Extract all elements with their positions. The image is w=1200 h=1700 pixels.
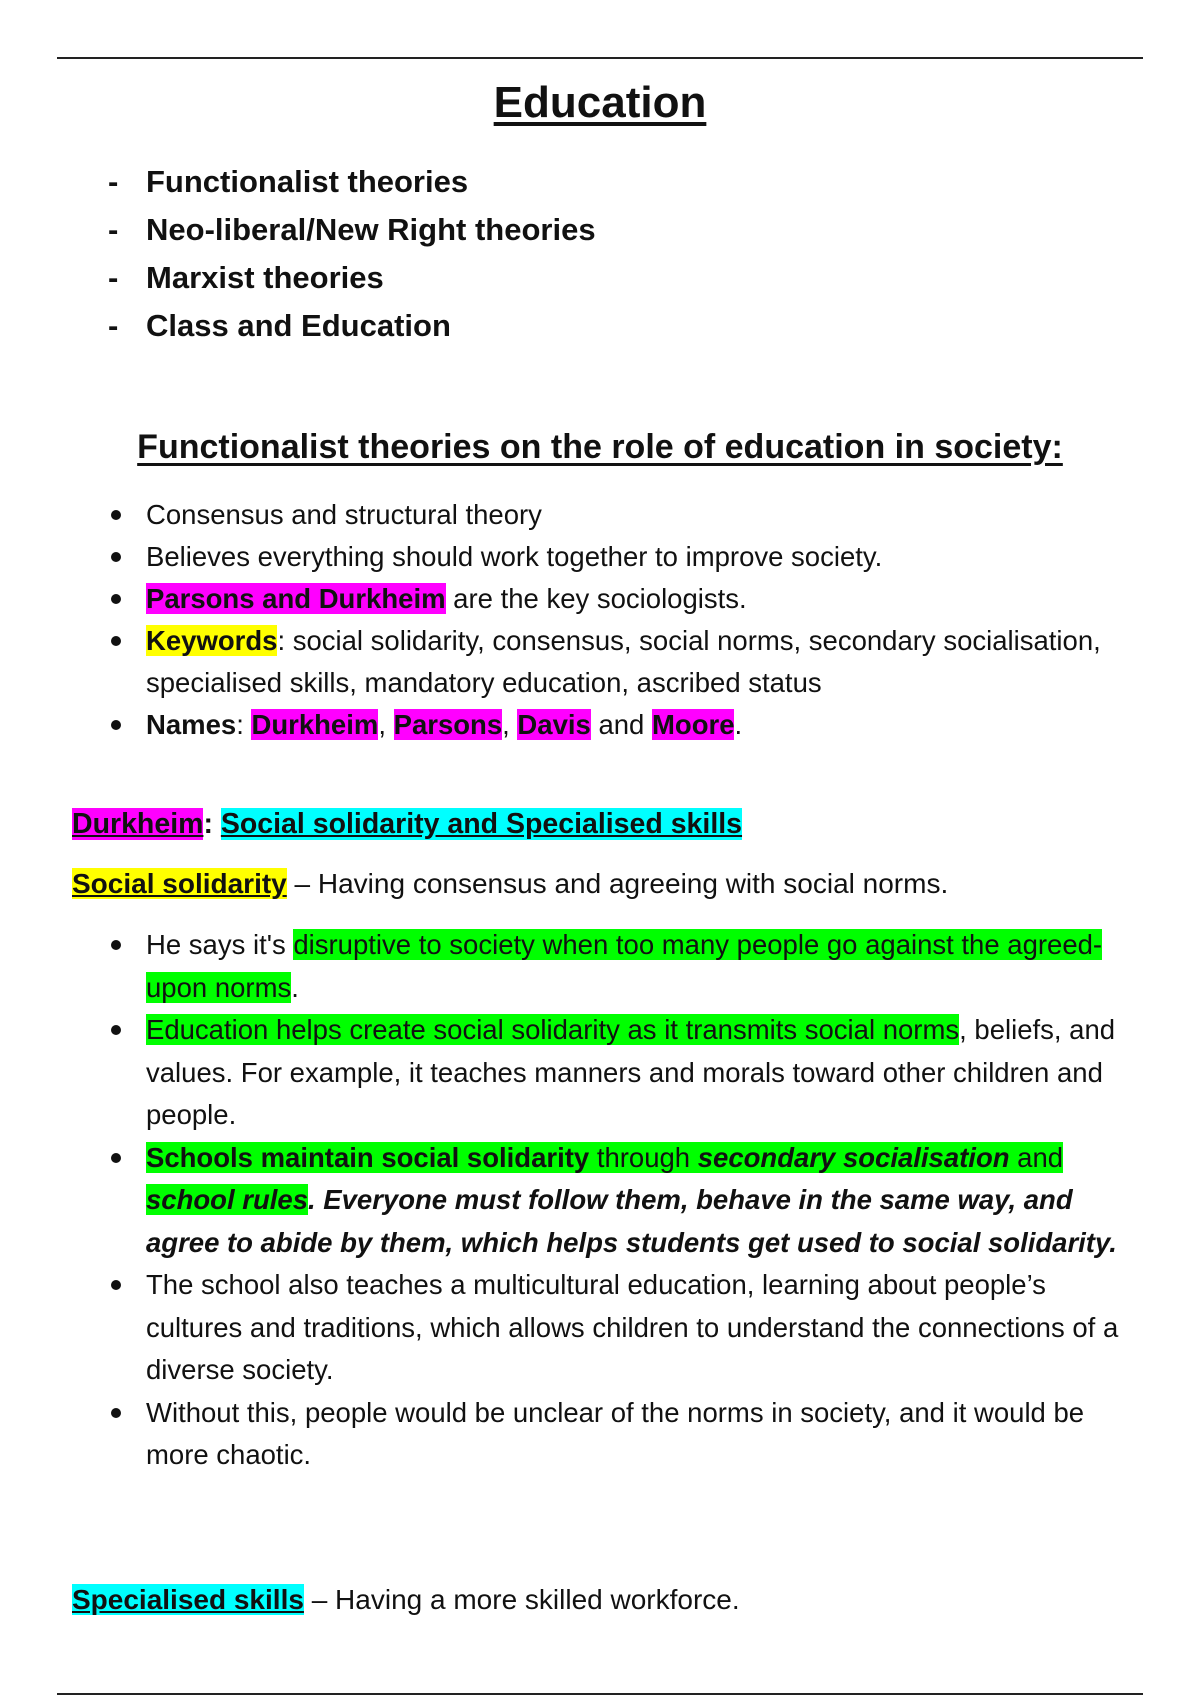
topic-label: Class and Education xyxy=(146,308,451,343)
specialised-skills-definition xyxy=(72,1584,740,1616)
term-social-solidarity: Social solidarity xyxy=(72,868,287,899)
dash-marker: - xyxy=(108,212,119,247)
emphasis-text: . Everyone must follow them, behave in the same way, and agree to abide by them, which helps students get used to social solidarity. xyxy=(146,1184,1117,1258)
list-item xyxy=(108,924,1143,1009)
name-durkheim: Durkheim xyxy=(251,709,379,740)
name-moore: Moore xyxy=(651,709,735,740)
topic-item xyxy=(108,206,596,254)
keywords-label: Keywords xyxy=(146,625,278,656)
bullet-text: Believes everything should work together to improve society. xyxy=(146,541,883,572)
list-item xyxy=(108,1009,1143,1137)
topics-list xyxy=(108,158,596,350)
punctuation: . xyxy=(734,709,743,740)
punctuation: , xyxy=(378,709,394,740)
punctuation: , xyxy=(502,709,518,740)
bullet-text: , beliefs, and values. For example, it teaches manners and morals toward other children and people. xyxy=(146,1014,1116,1130)
definition-text: – Having consensus and agreeing with social norms. xyxy=(286,868,949,899)
social-solidarity-definition xyxy=(72,868,948,900)
list-item xyxy=(108,1392,1143,1477)
name-parsons: Parsons xyxy=(393,709,503,740)
dash-marker: - xyxy=(108,308,119,343)
name-davis: Davis xyxy=(517,709,591,740)
punctuation: : xyxy=(203,808,221,840)
highlight-text: and xyxy=(1009,1141,1064,1173)
list-item xyxy=(108,494,1143,536)
bullet-text: Consensus and structural theory xyxy=(146,499,542,530)
names-label: Names xyxy=(146,709,237,740)
highlight-school-rules: school rules xyxy=(146,1184,308,1215)
term-specialised-skills: Specialised skills xyxy=(72,1584,304,1615)
highlight-schools-maintain: Schools maintain social solidarity xyxy=(146,1141,590,1173)
topic-item xyxy=(108,254,596,302)
document-title: Education xyxy=(493,78,707,127)
bottom-rule xyxy=(57,1693,1143,1695)
conjunction: and xyxy=(590,709,652,740)
definition-text: – Having a more skilled workforce. xyxy=(303,1584,740,1615)
highlight-sociologists: Parsons and Durkheim xyxy=(146,583,446,614)
topic-item xyxy=(108,302,596,350)
dash-marker: - xyxy=(108,260,119,295)
durkheim-heading xyxy=(72,808,742,841)
topic-label: Functionalist theories xyxy=(146,164,469,199)
highlight-text: through xyxy=(589,1141,698,1173)
top-rule xyxy=(57,57,1143,59)
list-item xyxy=(108,536,1143,578)
bullet-text: The school also teaches a multicultural education, learning about people’s cultures and traditions, which allows children to understand the connections of a diverse society. xyxy=(146,1269,1119,1385)
topic-label: Neo-liberal/New Right theories xyxy=(146,212,596,247)
list-item xyxy=(108,1264,1143,1392)
solidarity-bullets xyxy=(108,924,1143,1477)
section-title: Functionalist theories on the role of education in society: xyxy=(137,428,1063,466)
durkheim-name: Durkheim xyxy=(72,808,204,840)
bullet-text: are the key sociologists. xyxy=(445,583,747,614)
bullet-text: He says it's xyxy=(146,929,294,960)
topic-label: Marxist theories xyxy=(146,260,384,295)
bullet-text: Without this, people would be unclear of the norms in society, and it would be more chaotic. xyxy=(146,1396,1085,1470)
intro-bullets xyxy=(108,494,1143,746)
highlight-secondary-socialisation: secondary socialisation xyxy=(697,1141,1010,1173)
highlight-education-solidarity: Education helps create social solidarity as it transmits social norms xyxy=(146,1014,960,1045)
list-item xyxy=(108,704,1143,746)
topic-item xyxy=(108,158,596,206)
keywords-text: : social solidarity, consensus, social norms, secondary socialisation, specialised skills, mandatory education, ascribed status xyxy=(146,625,1101,698)
punctuation: : xyxy=(236,709,252,740)
dash-marker: - xyxy=(108,164,119,199)
list-item xyxy=(108,620,1143,704)
punctuation: . xyxy=(291,971,299,1003)
highlight-disruptive: disruptive to society when too many people go against the agreed-upon norms xyxy=(146,929,1103,1003)
list-item xyxy=(108,1137,1143,1265)
list-item xyxy=(108,578,1143,620)
durkheim-topic: Social solidarity and Specialised skills xyxy=(220,808,743,840)
